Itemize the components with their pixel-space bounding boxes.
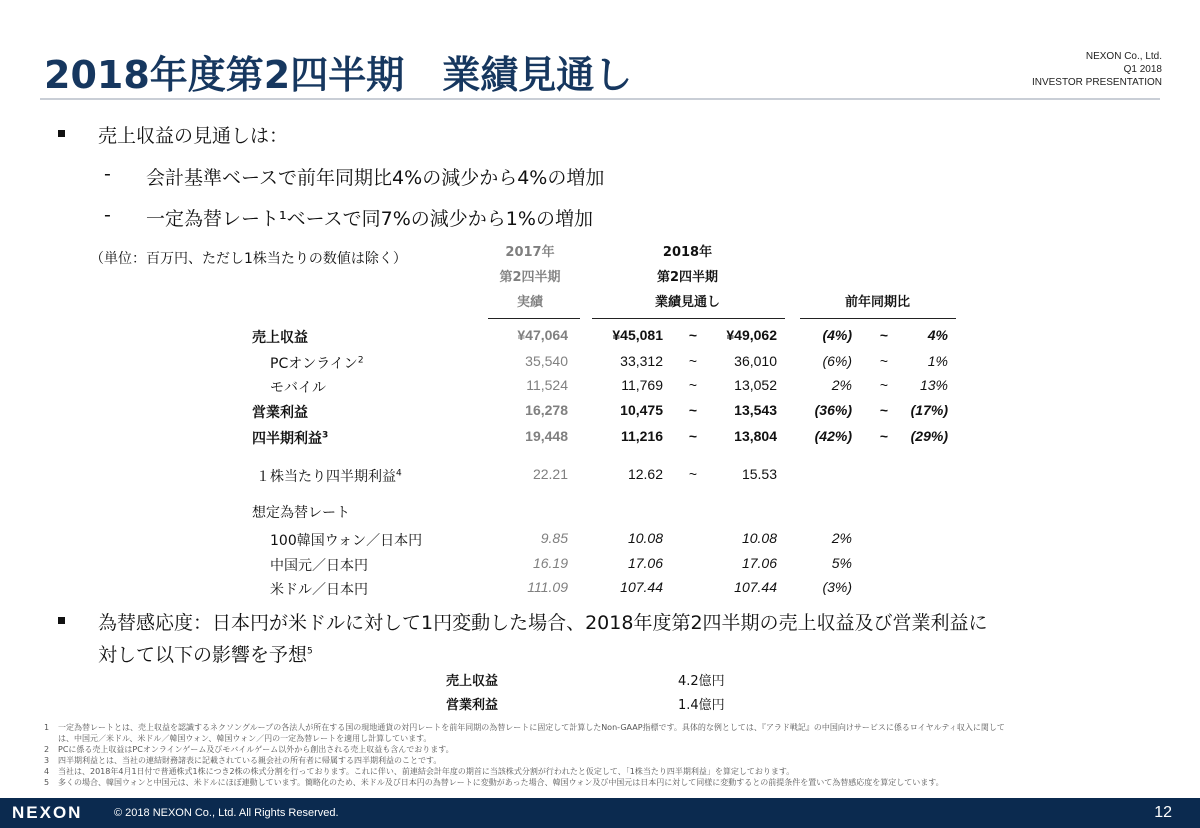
row-label-text: 営業利益 (252, 405, 308, 421)
outlook-heading: 売上収益の見通しは： (98, 125, 289, 147)
yoy-low: (6%) (822, 353, 852, 369)
sensitivity-label-op: 営業利益 (446, 698, 499, 713)
row-label (252, 402, 308, 422)
page-number: 12 (1154, 804, 1172, 821)
footnote-text: 四半期利益とは、当社の連結財務諸表に記載されている親会社の所有者に帰属する四半期利益のことです。 (58, 756, 442, 765)
value-2018-high: 15.53 (741, 466, 777, 482)
yoy-low: (4%) (822, 327, 852, 343)
sensitivity-value-op: 1.4億円 (678, 698, 725, 713)
value-2017: 35,540 (525, 353, 568, 369)
row-label (270, 353, 364, 373)
fx-2018-low: 10.08 (627, 530, 663, 546)
footnote-text: 当社は、2018年4月1日付で普通株式1株につき2株の株式分割を行っております。これに伴い、前連結会計年度の期首に当該株式分割が行われたと仮定して、「1株当たり四半期利益」を算定しております。 (58, 767, 795, 776)
company-name: NEXON Co., Ltd. (1085, 51, 1162, 62)
footnote-number: 3 (44, 756, 50, 765)
value-2017: ¥47,064 (517, 327, 568, 343)
yoy-low: (36%) (814, 402, 852, 418)
footnote-ref: 3 (322, 430, 329, 441)
value-2018-high: 13,052 (734, 377, 777, 393)
value-2017: 16,278 (525, 402, 568, 418)
yoy-low: (42%) (814, 428, 852, 444)
footnote-item (44, 766, 1164, 777)
nexon-logo: NEXON (12, 803, 83, 822)
unit-note: （単位：百万円、ただし1株当たりの数値は除く） (90, 251, 407, 267)
fx-2018-high: 107.44 (734, 579, 777, 595)
range-tilde: ~ (688, 327, 698, 343)
row-label (252, 428, 328, 448)
value-2018-low: 10,475 (620, 402, 663, 418)
yoy-high: (17%) (910, 402, 948, 418)
sensitivity-line-2: 対して以下の影響を予想$^5$ (98, 644, 313, 666)
footnote-text: 一定為替レートとは、売上収益を認識するネクソングループの各法人が所在する国の現地通貨の対円レートを前年同期の為替レートに固定して計算したNon-GAAP指標です。具体的な例としては、『アラド戦記』の中国向けサービスに係るロイヤルティ収入に関して (58, 723, 1005, 732)
fx-yoy: 2% (831, 530, 852, 546)
row-label-text: モバイル (270, 380, 326, 396)
fx-row-label: 中国元／日本円 (270, 558, 368, 574)
range-tilde: ~ (879, 327, 889, 343)
footnote-item (44, 777, 1164, 788)
footnote-number: 4 (44, 767, 50, 776)
value-2018-high: 13,543 (734, 402, 777, 418)
value-2018-low: 33,312 (620, 353, 663, 369)
col-header-yoy: 前年同期比 (844, 295, 910, 310)
range-tilde: ~ (688, 402, 698, 418)
footnote-item (44, 722, 1164, 733)
fx-2018-high: 17.06 (741, 555, 777, 571)
value-2018-low: 11,769 (621, 377, 663, 393)
row-label (256, 466, 402, 486)
range-tilde: ~ (688, 428, 698, 444)
footnote-ref: 2 (357, 355, 364, 366)
table-rule (592, 318, 785, 319)
yoy-low: 2% (831, 377, 852, 393)
row-label-text: PCオンライン (270, 356, 358, 372)
footnote-ref: 4 (396, 468, 402, 479)
fx-heading: 想定為替レート (252, 505, 350, 521)
copyright: © 2018 NEXON Co., Ltd. All Rights Reserved. (114, 807, 339, 819)
value-2018-low: ¥45,081 (612, 327, 663, 343)
footnote-text: 多くの場合、韓国ウォンと中国元は、米ドルにほぼ連動しています。簡略化のため、米ドル及び日本円の為替レートに変動があった場合、韓国ウォン及び中国元は日本円に対して同様に変動するとの前提条件を置いて為替感応度を算定しています。 (58, 778, 944, 787)
outlook-point-2: 一定為替レート¹ベースで同7%の減少から1%の増加 (146, 208, 593, 230)
footnote-item (44, 755, 1164, 766)
footnote-text: PCに係る売上収益はPCオンラインゲーム及びモバイルゲーム以外から創出される売上収益も含んでおります。 (58, 745, 454, 754)
range-tilde: ~ (879, 353, 889, 369)
fx-2018-low: 17.06 (627, 555, 663, 571)
value-2018-high: 36,010 (734, 353, 777, 369)
header-info (1032, 50, 1162, 89)
table-rule (488, 318, 580, 319)
sensitivity-line-1: 為替感応度：日本円が米ドルに対して1円変動した場合、2018年度第2四半期の売上収益及び営業利益に (98, 612, 988, 634)
range-tilde: ~ (688, 353, 698, 369)
row-label (252, 327, 308, 347)
value-2017: 19,448 (525, 428, 568, 444)
footnotes (44, 722, 1164, 788)
footnote-number: 5 (44, 778, 50, 787)
value-2017: 22.21 (532, 466, 568, 482)
footnote-number (44, 733, 58, 744)
yoy-high: 1% (927, 353, 948, 369)
footnote-item (44, 744, 1164, 755)
dash-icon: - (104, 163, 111, 185)
fx-row-label: 米ドル／日本円 (270, 582, 368, 598)
fx-2017: 16.19 (532, 555, 568, 571)
sensitivity-label-revenue: 売上収益 (446, 674, 499, 689)
value-2017: 11,524 (526, 377, 568, 393)
fx-row-label: 100韓国ウォン／日本円 (270, 533, 423, 549)
row-label-text: 売上収益 (252, 330, 308, 346)
range-tilde: ~ (879, 377, 889, 393)
row-label-text: １株当たり四半期利益 (256, 469, 396, 485)
yoy-high: 13% (919, 377, 948, 393)
value-2018-high: ¥49,062 (726, 327, 777, 343)
footer-bar (0, 798, 1200, 828)
page-title: 2018年度第2四半期 業績見通し (44, 53, 633, 97)
col-header-2018: 2018年 第2四半期 業績見通し (654, 245, 720, 310)
fx-2017: 9.85 (540, 530, 568, 546)
range-tilde: ~ (688, 377, 698, 393)
yoy-high: (29%) (910, 428, 948, 444)
outlook-point-1: 会計基準ベースで前年同期比4%の減少から4%の増加 (146, 167, 605, 189)
value-2018-low: 12.62 (627, 466, 663, 482)
fx-2018-high: 10.08 (741, 530, 777, 546)
value-2018-low: 11,216 (620, 428, 663, 444)
row-label-text: 四半期利益 (252, 431, 322, 447)
table-rule (800, 318, 956, 319)
range-tilde: ~ (879, 402, 889, 418)
footnote-number: 1 (44, 723, 50, 732)
range-tilde: ~ (688, 466, 698, 482)
fx-yoy: 5% (831, 555, 852, 571)
footnote-item (44, 733, 1164, 744)
range-tilde: ~ (879, 428, 889, 444)
period-label: Q1 2018 (1123, 64, 1162, 75)
row-label (270, 377, 326, 397)
sensitivity-value-revenue: 4.2億円 (678, 674, 725, 689)
yoy-high: 4% (927, 327, 948, 343)
fx-yoy: (3%) (822, 579, 852, 595)
footnote-number: 2 (44, 745, 50, 754)
document-label: INVESTOR PRESENTATION (1031, 77, 1162, 88)
bullet-icon (58, 130, 65, 137)
fx-2017: 111.09 (527, 579, 568, 595)
col-header-2017: 2017年 第2四半期 実績 (499, 245, 561, 310)
bullet-icon (58, 617, 65, 624)
header-divider (40, 98, 1160, 100)
dash-icon: - (104, 204, 111, 226)
fx-2018-low: 107.44 (620, 579, 663, 595)
footnote-text: は、中国元／米ドル、米ドル／韓国ウォン、韓国ウォン／円の一定為替レートを適用し計算しています。 (58, 734, 432, 743)
value-2018-high: 13,804 (734, 428, 777, 444)
